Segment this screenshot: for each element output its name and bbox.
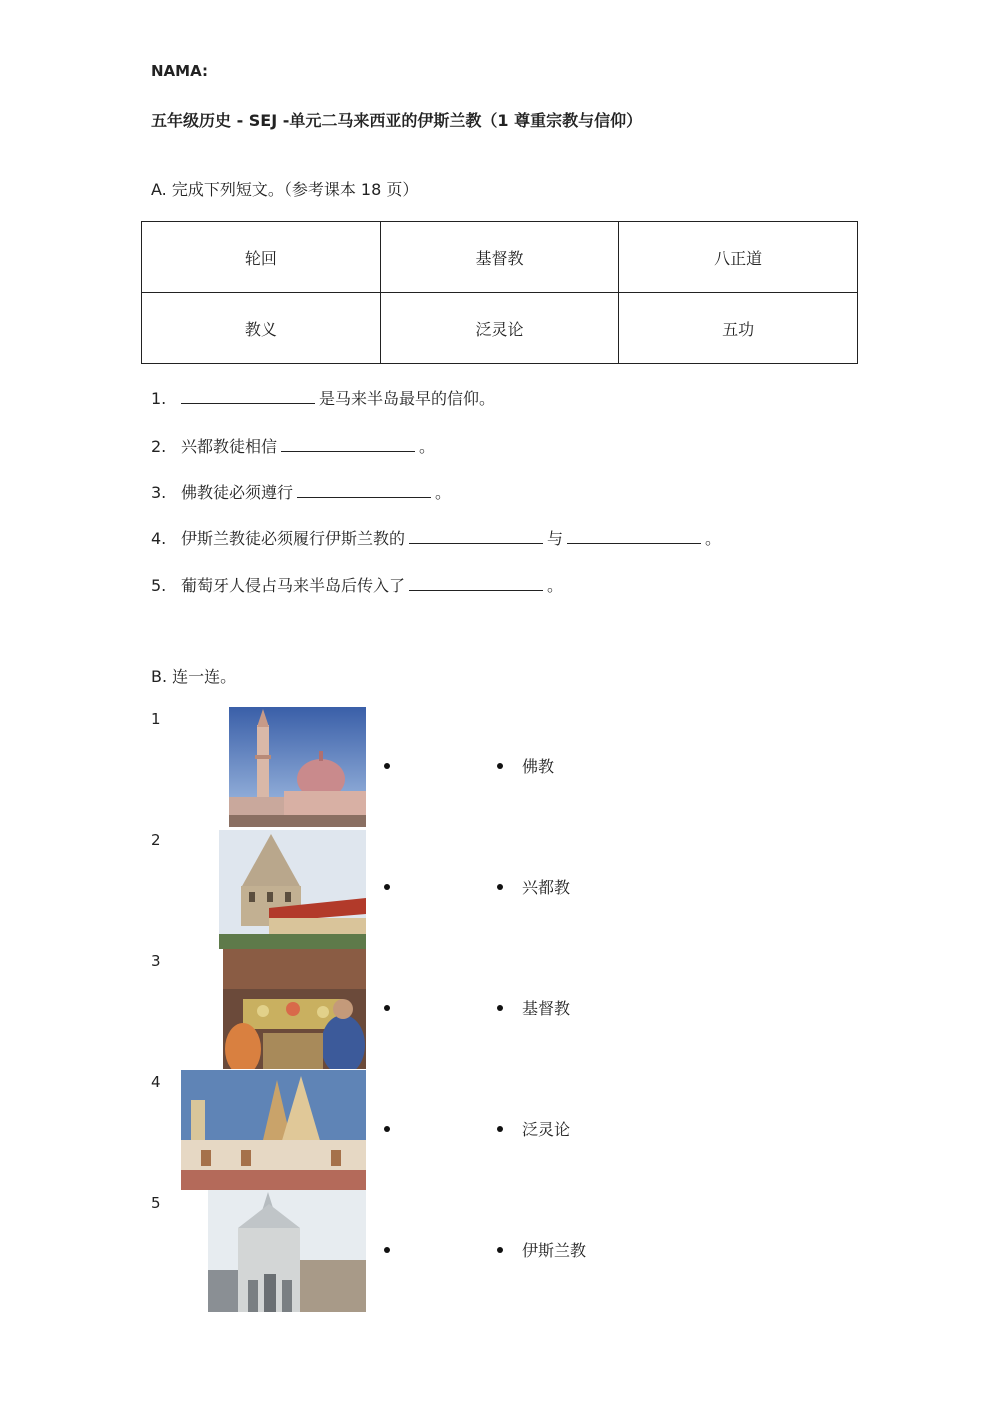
word-bank-row	[142, 222, 858, 293]
question-number: 4.	[151, 529, 167, 548]
question-text: 葡萄牙人侵占马来半岛后传入了	[181, 576, 406, 595]
match-item-number: 1	[151, 710, 161, 728]
match-item-number: 5	[151, 1194, 161, 1212]
question-text: 佛教徒必须遵行	[181, 483, 294, 502]
match-item-number: 4	[151, 1073, 161, 1091]
question-number: 2.	[151, 437, 167, 456]
answer-blank[interactable]	[567, 529, 701, 544]
word-bank-cell: 八正道	[619, 222, 858, 293]
question-text-end: 。	[435, 483, 452, 502]
answer-blank[interactable]	[409, 576, 543, 591]
question-1	[151, 386, 495, 409]
section-b-instruction: B. 连一连。	[151, 667, 237, 686]
question-2	[151, 434, 435, 457]
right-connector-dot[interactable]	[497, 1005, 503, 1011]
question-5	[151, 573, 563, 596]
question-3	[151, 480, 451, 503]
answer-blank[interactable]	[281, 437, 415, 452]
ritual-offering-photo	[223, 949, 366, 1069]
answer-blank[interactable]	[409, 529, 543, 544]
name-label: NAMA:	[151, 62, 208, 80]
match-option: 基督教	[522, 999, 571, 1018]
word-bank-table	[141, 221, 858, 364]
question-text-end: 。	[547, 576, 564, 595]
worksheet-title: 五年级历史 - SEJ -单元二马来西亚的伊斯兰教（1 尊重宗教与信仰）	[151, 111, 643, 130]
answer-blank[interactable]	[181, 389, 315, 404]
question-text: 是马来半岛最早的信仰。	[319, 389, 496, 408]
church-photo	[208, 1190, 366, 1312]
left-connector-dot[interactable]	[384, 1126, 390, 1132]
word-bank-cell: 教义	[142, 293, 381, 364]
hindu-temple-photo	[181, 1070, 366, 1190]
match-option: 伊斯兰教	[522, 1241, 587, 1260]
match-option: 兴都教	[522, 878, 571, 897]
match-item-number: 2	[151, 831, 161, 849]
question-number: 3.	[151, 483, 167, 502]
right-connector-dot[interactable]	[497, 763, 503, 769]
question-text: 兴都教徒相信	[181, 437, 278, 456]
left-connector-dot[interactable]	[384, 763, 390, 769]
right-connector-dot[interactable]	[497, 1247, 503, 1253]
match-option: 泛灵论	[522, 1120, 571, 1139]
right-connector-dot[interactable]	[497, 1126, 503, 1132]
section-a-instruction: A. 完成下列短文。（参考课本 18 页）	[151, 180, 419, 199]
match-option: 佛教	[522, 757, 555, 776]
answer-blank[interactable]	[297, 483, 431, 498]
chinese-temple-photo	[219, 830, 366, 949]
word-bank-cell: 泛灵论	[380, 293, 619, 364]
question-number: 1.	[151, 389, 167, 408]
word-bank-cell: 五功	[619, 293, 858, 364]
left-connector-dot[interactable]	[384, 884, 390, 890]
word-bank-cell: 基督教	[380, 222, 619, 293]
match-item-number: 3	[151, 952, 161, 970]
word-bank-cell: 轮回	[142, 222, 381, 293]
left-connector-dot[interactable]	[384, 1247, 390, 1253]
question-text-end: 。	[419, 437, 436, 456]
left-connector-dot[interactable]	[384, 1005, 390, 1011]
right-connector-dot[interactable]	[497, 884, 503, 890]
word-bank-row	[142, 293, 858, 364]
mosque-photo	[229, 707, 366, 827]
question-4	[151, 526, 721, 549]
question-number: 5.	[151, 576, 167, 595]
question-text-end: 。	[705, 529, 722, 548]
question-text: 伊斯兰教徒必须履行伊斯兰教的	[181, 529, 406, 548]
question-text-mid: 与	[547, 529, 564, 548]
